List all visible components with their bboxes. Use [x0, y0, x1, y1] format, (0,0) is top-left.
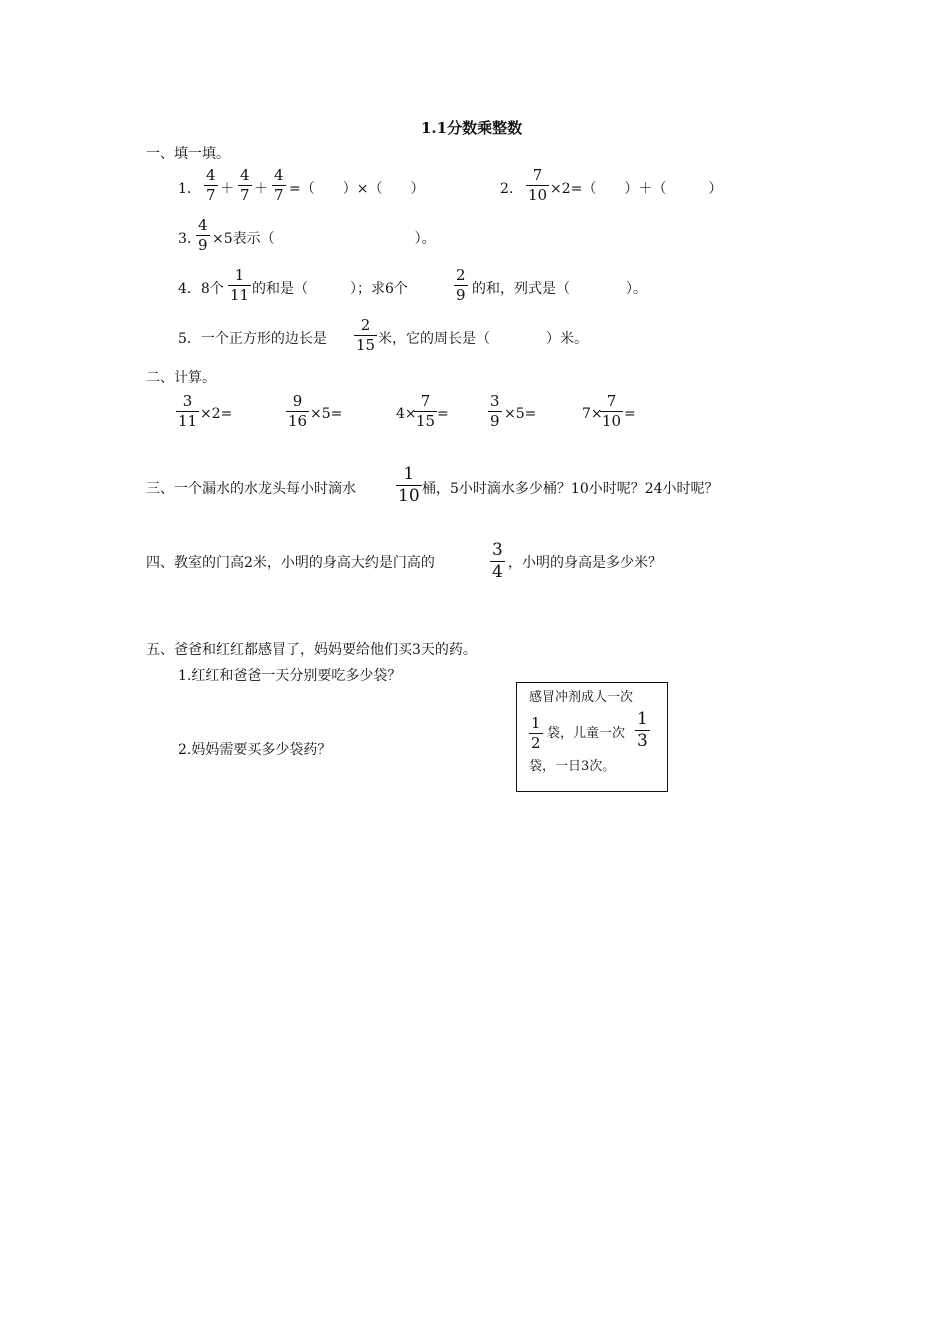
calc-3-fraction: 7 15 [416, 392, 436, 430]
q5-fraction: 2 15 [356, 316, 376, 354]
q1-fraction-1: 4 7 [206, 166, 216, 204]
section-5-heading: 五、爸爸和红红都感冒了，妈妈要给他们买3天的药。 [146, 642, 477, 658]
calc-5-operation: = [624, 406, 636, 422]
q4-middle-blank[interactable]: 的和是（ ）；求6个 [252, 281, 408, 297]
medicine-box-line-1: 感冒冲剂成人一次 [529, 690, 634, 705]
q4-prefix: 4．8个 [178, 281, 224, 297]
section-4-question: ，小明的身高是多少米？ [508, 555, 662, 571]
section-5-question-1: 1.红红和爸爸一天分别要吃多少袋？ [178, 668, 402, 684]
section-1-heading: 一、填一填。 [146, 146, 230, 162]
section-2-heading: 二、计算。 [146, 370, 216, 386]
medicine-box-line-3: 袋，一日3次。 [529, 759, 616, 774]
q1-answer-blanks[interactable]: =（ ）×（ ） [289, 181, 425, 197]
q2-fraction: 7 10 [528, 166, 548, 204]
q4-answer-blank[interactable]: 的和，列式是（ ）。 [472, 281, 647, 297]
section-3-fraction: 1 10 [398, 464, 420, 506]
q1-plus-2: ＋ [254, 181, 268, 197]
q1-number: 1． [178, 181, 201, 197]
q5-answer-blank[interactable]: 米，它的周长是（ ）米。 [378, 331, 588, 347]
q4-fraction-1: 1 11 [230, 266, 250, 304]
q5-prefix: 5．一个正方形的边长是 [178, 331, 327, 347]
section-3-prefix: 三、一个漏水的水龙头每小时滴水 [146, 481, 356, 497]
q3-answer-blank[interactable]: ×5表示（ ）。 [212, 231, 436, 247]
page-title: 1.1分数乘整数 [421, 119, 523, 137]
calc-5-fraction: 7 10 [602, 392, 622, 430]
calc-2-fraction: 9 16 [288, 392, 308, 430]
section-4-prefix: 四、教室的门高2米，小明的身高大约是门高的 [146, 555, 435, 571]
q4-fraction-2: 2 9 [456, 266, 466, 304]
section-3-question: 桶，5小时滴水多少桶？10小时呢？24小时呢？ [422, 481, 719, 497]
medicine-info-box [516, 682, 668, 792]
calc-4-operation: ×5= [504, 406, 537, 422]
q2-number: 2. [500, 181, 514, 197]
q3-fraction: 4 9 [198, 216, 208, 254]
child-dose-fraction: 1 3 [637, 709, 648, 751]
calc-2-operation: ×5= [310, 406, 343, 422]
calc-5-prefix: 7× [582, 406, 603, 422]
section-4-fraction: 3 4 [492, 540, 503, 582]
q2-answer-blanks[interactable]: ×2=（ ）＋（ ） [550, 181, 723, 197]
q3-number: 3. [178, 231, 192, 247]
calc-1-fraction: 3 11 [178, 392, 198, 430]
calc-3-operation: = [437, 406, 449, 422]
calc-4-fraction: 3 9 [490, 392, 500, 430]
q1-plus-1: ＋ [220, 181, 234, 197]
adult-dose-fraction: 1 2 [531, 714, 541, 752]
calc-1-operation: ×2= [200, 406, 233, 422]
medicine-box-line-2: 袋，儿童一次 [547, 726, 626, 741]
section-5-question-2: 2.妈妈需要买多少袋药？ [178, 742, 332, 758]
q1-fraction-2: 4 7 [240, 166, 250, 204]
q1-fraction-3: 4 7 [274, 166, 284, 204]
calc-3-prefix: 4× [396, 406, 417, 422]
